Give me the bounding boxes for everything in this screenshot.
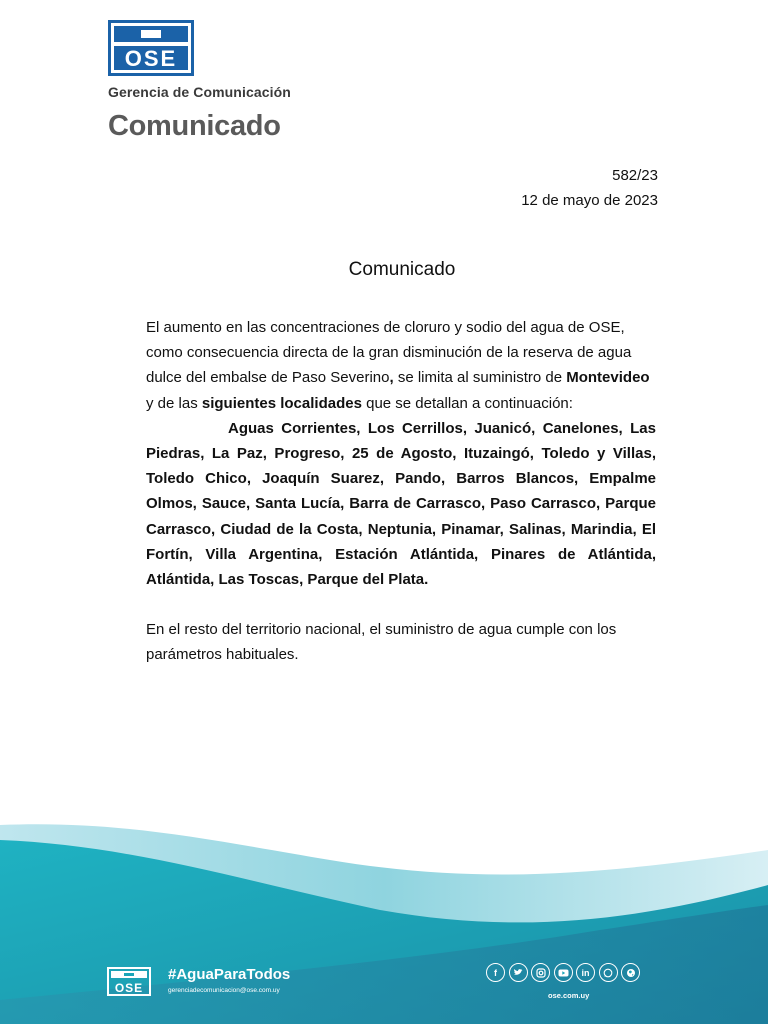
ose-logo bbox=[108, 20, 194, 76]
campaign-hashtag: #AguaParaTodos bbox=[168, 966, 291, 983]
document-date: 12 de mayo de 2023 bbox=[521, 192, 658, 209]
localidades-highlight: siguientes localidades bbox=[201, 394, 362, 412]
document-number: 582/23 bbox=[612, 167, 658, 184]
department-name: Gerencia de Comunicación bbox=[108, 84, 291, 100]
logo-text: OSE bbox=[124, 46, 178, 71]
linkedin-icon[interactable]: in bbox=[576, 963, 595, 982]
contact-email[interactable]: gerenciadecomunicacion@ose.com.uy bbox=[168, 987, 280, 994]
facebook-icon[interactable]: f bbox=[486, 963, 505, 982]
social-icons bbox=[486, 963, 640, 982]
youtube-icon[interactable] bbox=[554, 963, 573, 982]
twitter-icon[interactable] bbox=[509, 963, 528, 982]
footer-ose-logo bbox=[107, 967, 151, 996]
web-globe-icon[interactable] bbox=[621, 963, 640, 982]
document-title: Comunicado bbox=[348, 259, 456, 280]
document-body bbox=[146, 315, 656, 668]
whatsapp-icon[interactable] bbox=[599, 963, 618, 982]
footer-logo-text: OSE bbox=[114, 981, 144, 995]
closing-paragraph: En el resto del territorio nacional, el suministro de agua cumple con los parámetros habituales. bbox=[146, 621, 617, 664]
website-link[interactable]: ose.com.uy bbox=[548, 991, 590, 1000]
document-reference bbox=[521, 163, 658, 213]
montevideo-highlight: Montevideo bbox=[566, 369, 650, 387]
instagram-icon[interactable] bbox=[531, 963, 550, 982]
intro-paragraph: El aumento en las concentraciones de cloruro y sodio del agua de OSE, como consecuencia directa de la gran disminución de la reserva de agua dulce del embalse de Paso Severino, se limita al suministro de Montevideo y de las siguientes localidades que se detallan a continuación: bbox=[146, 319, 650, 412]
localities-list: Aguas Corrientes, Los Cerrillos, Juanicó, Canelones, Las Piedras, La Paz, Progreso, 25 de Agosto, Ituzaingó, Toledo y Villas, Toledo Chico, Joaquín Suarez, Pando, Barros Blancos, Empalme Olmos, Sauce, Santa Lucía, Barra de Carrasco, Paso Carrasco, Parque Carrasco, Ciudad de la Costa, Neptunia, Pinamar, Salinas, Marindia, El Fortín, Villa Argentina, Estación Atlántida, Pinares de Atlántida, Atlántida, Las Toscas, Parque del Plata. bbox=[146, 419, 656, 589]
page-heading: Comunicado bbox=[108, 110, 281, 142]
